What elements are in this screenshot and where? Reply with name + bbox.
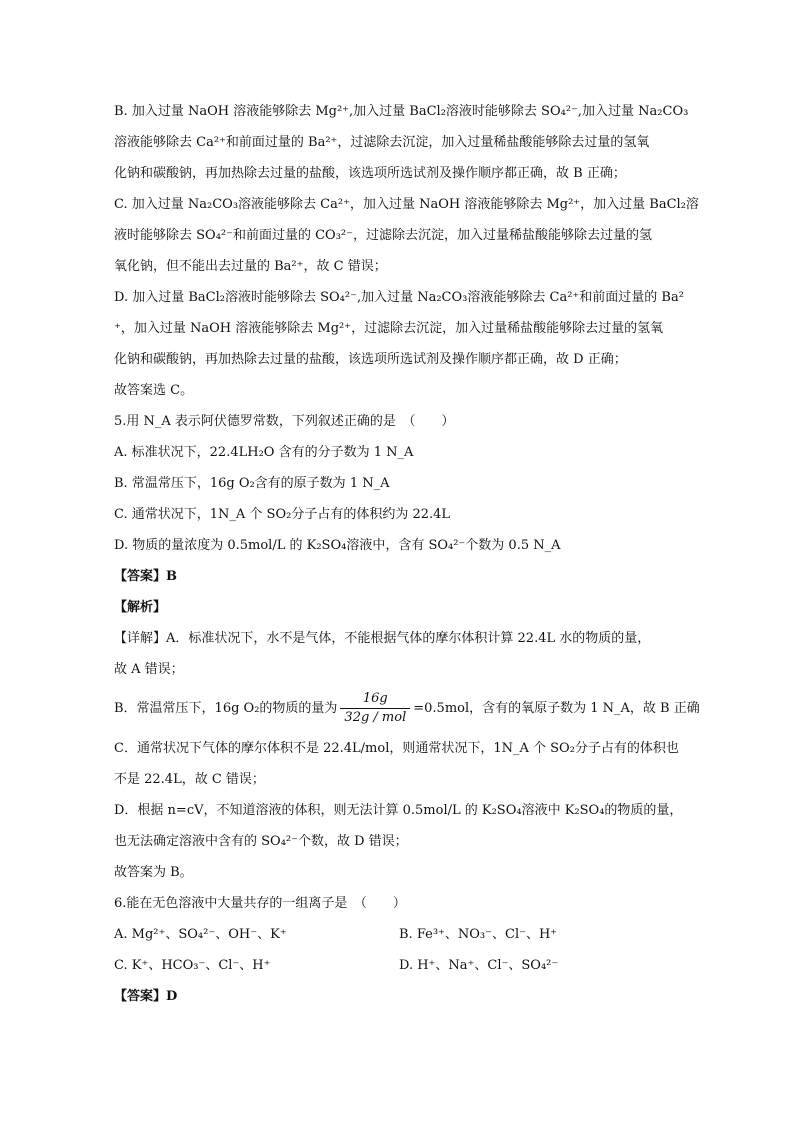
conclusion-line: 故答案为 B。 bbox=[114, 865, 193, 880]
option-b: B. Fe³⁺、NO₃⁻、Cl⁻、H⁺ bbox=[399, 927, 558, 942]
text-line: 氧化钠，但不能出去过量的 Ba²⁺，故 C 错误； bbox=[114, 259, 387, 274]
text-line: 化钠和碳酸钠，再加热除去过量的盐酸，该选项所选试剂及操作顺序都正确，故 B 正确； bbox=[114, 166, 626, 181]
option-c: C. 通常状况下，1N_A 个 SO₂分子占有的体积约为 22.4L bbox=[114, 507, 451, 522]
option-d: D. 物质的量浓度为 0.5mol/L 的 K₂SO₄溶液中，含有 SO₄²⁻个数为 0.5 N_A bbox=[114, 538, 561, 553]
question-6-stem: 6.能在无色溶液中大量共存的一组离子是 （ ） bbox=[114, 896, 406, 911]
option-a: A. 标准状况下，22.4LH₂O 含有的分子数为 1 N_A bbox=[114, 445, 414, 460]
explanation-line: C．通常状况下气体的摩尔体积不是 22.4L/mol，则通常状况下，1N_A 个 SO₂分子占有的体积也 bbox=[114, 741, 679, 756]
answer-label: 【答案】B bbox=[114, 569, 177, 584]
option-d: D. H⁺、Na⁺、Cl⁻、SO₄²⁻ bbox=[399, 958, 559, 973]
option-c: C. K⁺、HCO₃⁻、Cl⁻、H⁺ bbox=[114, 958, 271, 973]
text-line: 化钠和碳酸钠，再加热除去过量的盐酸，该选项所选试剂及操作顺序都正确，故 D 正确； bbox=[114, 352, 627, 367]
explanation-line: 不是 22.4L，故 C 错误； bbox=[114, 772, 265, 787]
fraction-after-text: =0.5mol，含有的氧原子数为 1 N_A，故 B 正确 bbox=[413, 701, 700, 716]
fraction-before-text: B．常温常压下，16g O₂的物质的量为 bbox=[114, 701, 338, 716]
fraction-explanation-line bbox=[114, 685, 700, 733]
text-line: 故答案选 C。 bbox=[114, 383, 194, 398]
answer-label: 【答案】D bbox=[114, 989, 178, 1004]
question-5-stem: 5.用 N_A 表示阿伏德罗常数，下列叙述正确的是 （ ） bbox=[114, 414, 455, 429]
text-line: C. 加入过量 Na₂CO₃溶液能够除去 Ca²⁺，加入过量 NaOH 溶液能够除去 Mg²⁺，加入过量 BaCl₂溶 bbox=[114, 197, 699, 212]
document-page bbox=[114, 96, 700, 1012]
explanation-line: D．根据 n=cV，不知道溶液的体积，则无法计算 0.5mol/L 的 K₂SO₄溶液中 K₂SO₄的物质的量， bbox=[114, 803, 683, 818]
text-line: 液时能够除去 SO₄²⁻和前面过量的 CO₃²⁻，过滤除去沉淀，加入过量稀盐酸能够除去过量的氢 bbox=[114, 228, 653, 243]
text-line: D. 加入过量 BaCl₂溶液时能够除去 SO₄²⁻,加入过量 Na₂CO₃溶液能够除去 Ca²⁺和前面过量的 Ba² bbox=[114, 290, 684, 305]
option-b: B. 常温常压下，16g O₂含有的原子数为 1 N_A bbox=[114, 476, 390, 491]
options-row bbox=[114, 919, 684, 950]
text-line: ⁺，加入过量 NaOH 溶液能够除去 Mg²⁺，过滤除去沉淀，加入过量稀盐酸能够除去过量的氢氧 bbox=[114, 321, 664, 336]
text-line: B. 加入过量 NaOH 溶液能够除去 Mg²⁺,加入过量 BaCl₂溶液时能够除去 SO₄²⁻,加入过量 Na₂CO₃ bbox=[114, 104, 689, 119]
option-a: A. Mg²⁺、SO₄²⁻、OH⁻、K⁺ bbox=[114, 927, 287, 942]
fraction-numerator: 16g bbox=[362, 691, 388, 706]
text-line: 溶液能够除去 Ca²⁺和前面过量的 Ba²⁺，过滤除去沉淀，加入过量稀盐酸能够除去过量的氢氧 bbox=[114, 135, 650, 150]
explanation-line: 故 A 错误； bbox=[114, 662, 184, 677]
options-row bbox=[114, 950, 684, 981]
explanation-line: 也无法确定溶液中含有的 SO₄²⁻个数，故 D 错误； bbox=[114, 834, 408, 849]
fraction-denominator: 32g / mol bbox=[340, 708, 410, 727]
fraction bbox=[340, 690, 410, 727]
analysis-label: 【解析】 bbox=[114, 600, 167, 615]
explanation-line: 【详解】A．标准状况下，水不是气体，不能根据气体的摩尔体积计算 22.4L 水的物质的量， bbox=[114, 631, 651, 646]
